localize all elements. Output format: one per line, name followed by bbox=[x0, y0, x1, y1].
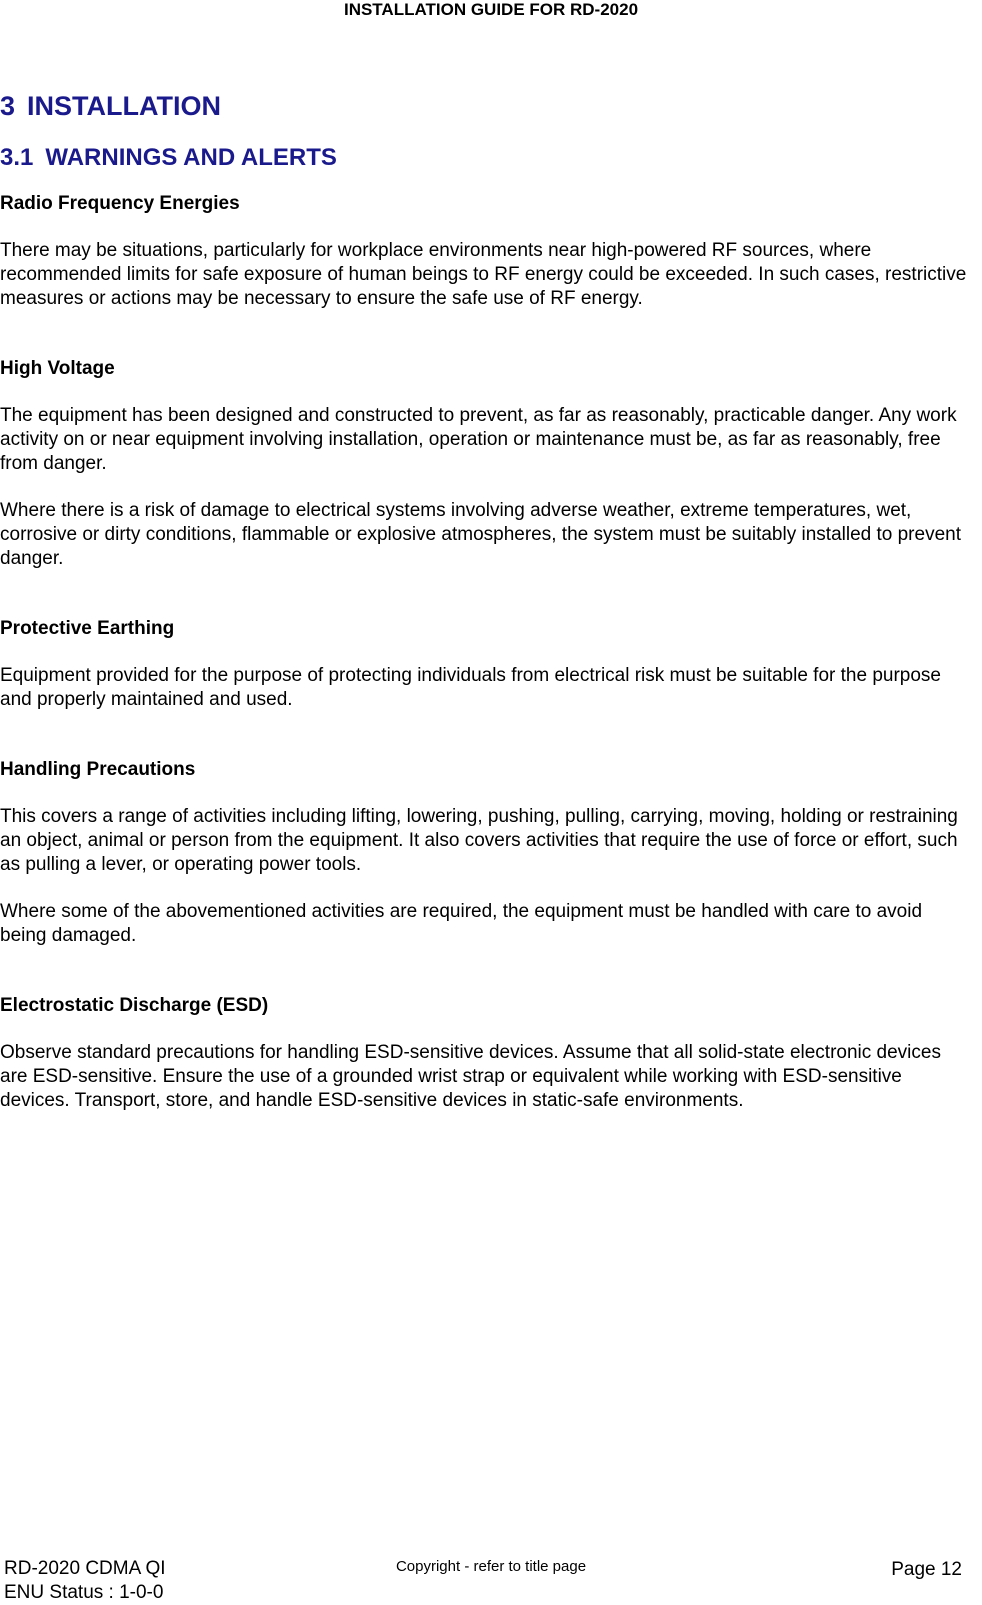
section-number: 3.1 bbox=[0, 144, 34, 171]
paragraph: Where some of the abovementioned activities are required, the equipment must be handled with care to avoid being damaged. bbox=[0, 901, 923, 946]
section-block-handling-precautions bbox=[0, 758, 970, 948]
section-block-high-voltage bbox=[0, 357, 970, 571]
sub-heading: High Voltage bbox=[0, 358, 115, 379]
paragraph: Observe standard precautions for handling ESD-sensitive devices. Assume that all solid-state electronic devices are ESD-sensitive. Ensure the use of a grounded wrist strap or equivalent while working with ESD-sensitive devices. Transport, store, and handle ESD-sensitive devices in static-safe environments. bbox=[0, 1042, 941, 1111]
chapter-title bbox=[0, 88, 970, 124]
section-title-text: WARNINGS AND ALERTS bbox=[45, 144, 337, 171]
section-title bbox=[0, 142, 970, 174]
page-content bbox=[0, 88, 970, 1136]
footer-status: ENU Status : 1-0-0 bbox=[4, 1582, 164, 1603]
paragraph: This covers a range of activities including lifting, lowering, pushing, pulling, carrying, moving, holding or restraining an object, animal or person from the equipment. It also covers activities that require the use of force or effort, such as pulling a lever, or operating power tools. bbox=[0, 806, 958, 875]
chapter-title-text: INSTALLATION bbox=[27, 91, 222, 121]
paragraph: There may be situations, particularly for workplace environments near high-powered RF sources, where recommended limits for safe exposure of human beings to RF energy could be exceeded. In such cases, restrictive measures or actions may be necessary to ensure the safe use of RF energy. bbox=[0, 240, 967, 309]
paragraph: Equipment provided for the purpose of protecting individuals from electrical risk must be suitable for the purpose and properly maintained and used. bbox=[0, 665, 941, 710]
sub-heading: Radio Frequency Energies bbox=[0, 193, 240, 214]
section-block-protective-earthing bbox=[0, 617, 970, 712]
paragraph: The equipment has been designed and constructed to prevent, as far as reasonably, practicable danger. Any work activity on or near equipment involving installation, operation or maintenance must be, as far as reasonably, free from danger. bbox=[0, 405, 957, 474]
sub-heading: Protective Earthing bbox=[0, 618, 175, 639]
footer-page-number: Page 12 bbox=[891, 1559, 962, 1580]
sub-heading: Electrostatic Discharge (ESD) bbox=[0, 995, 269, 1016]
footer-doc-id: RD-2020 CDMA QI bbox=[4, 1558, 166, 1579]
paragraph: Where there is a risk of damage to electrical systems involving adverse weather, extreme temperatures, wet, corrosive or dirty conditions, flammable or explosive atmospheres, the system must be suitably installed to prevent danger. bbox=[0, 500, 961, 569]
page-header: INSTALLATION GUIDE FOR RD-2020 bbox=[343, 0, 639, 19]
section-block-rf-energies bbox=[0, 192, 970, 311]
footer-copyright: Copyright - refer to title page bbox=[395, 1558, 587, 1575]
section-block-esd bbox=[0, 994, 970, 1113]
sub-heading: Handling Precautions bbox=[0, 759, 196, 780]
chapter-number: 3 bbox=[0, 91, 16, 121]
